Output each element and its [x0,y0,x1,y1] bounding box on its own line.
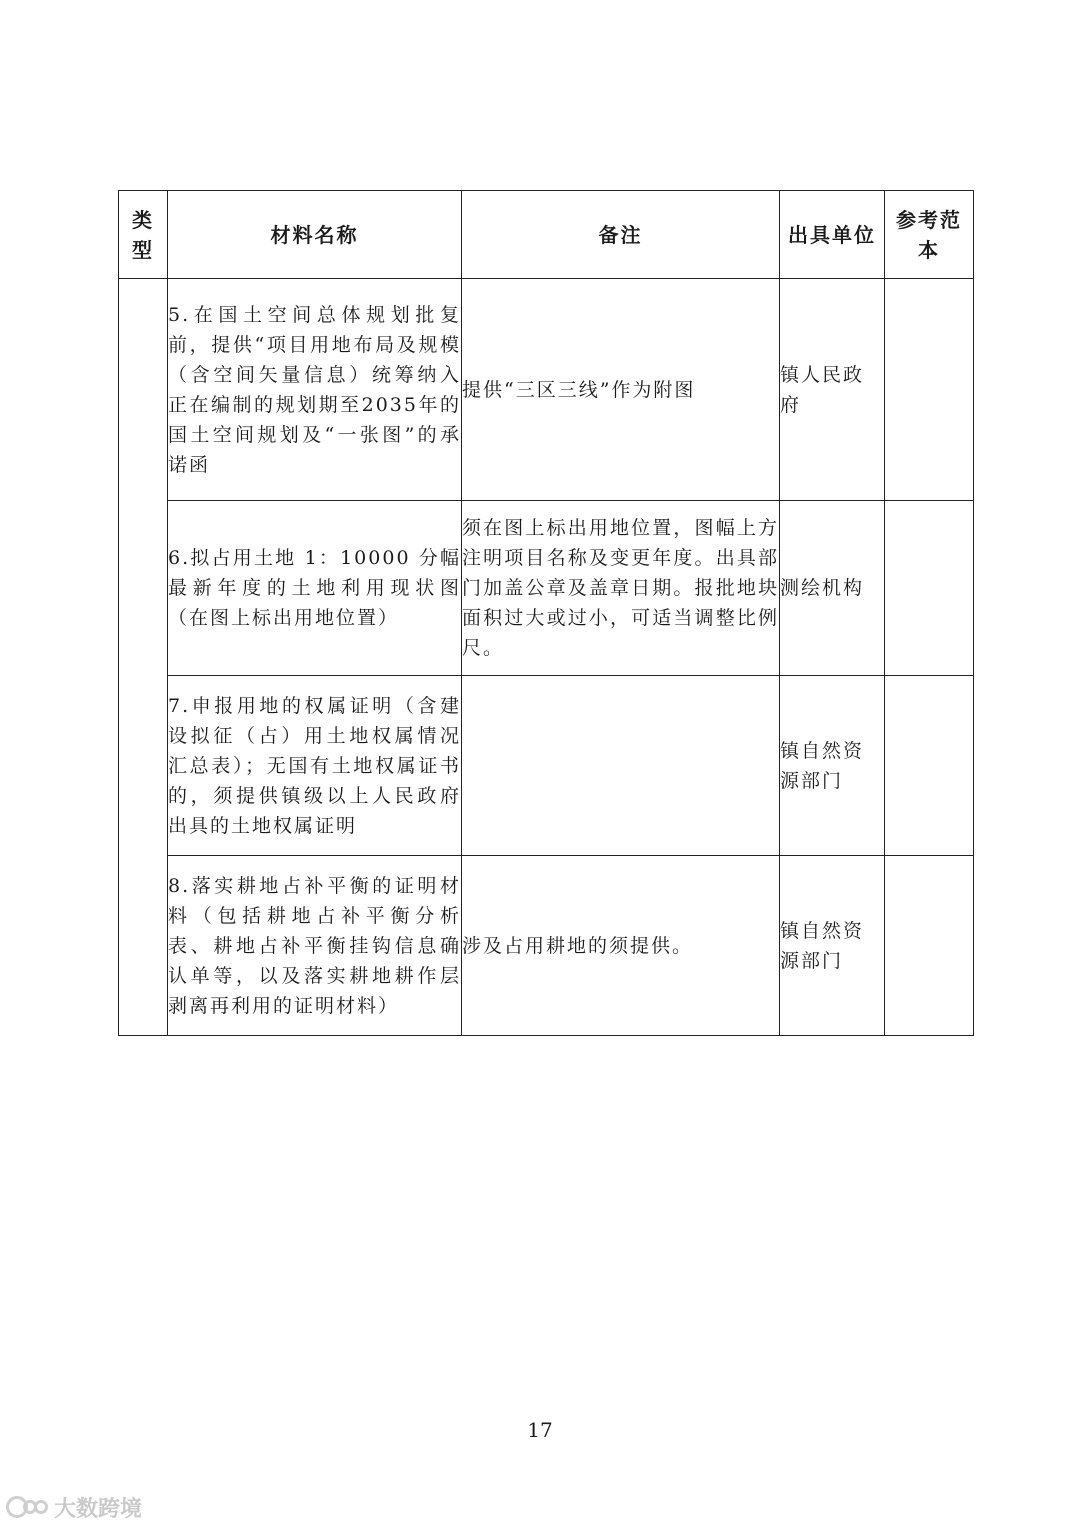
issuer-cell: 测绘机构 [780,501,885,676]
material-cell: 6.拟占用土地 1：10000 分幅最新年度的土地利用现状图（在图上标出用地位置） [168,501,462,676]
header-template: 参考范 本 [885,191,974,279]
materials-table [118,190,974,1036]
template-cell [885,856,974,1036]
table-row [119,279,974,501]
table-row [119,501,974,676]
header-remark: 备注 [462,191,780,279]
issuer-cell: 镇自然资源部门 [780,676,885,856]
issuer-cell: 镇自然资源部门 [780,856,885,1036]
watermark [6,1490,142,1524]
material-cell: 5.在国土空间总体规划批复前，提供“项目用地布局及规模（含空间矢量信息）统筹纳入正在编制的规划期至2035年的国土空间规划及“一张图”的承诺函 [168,279,462,501]
header-type: 类 型 [119,191,168,279]
watermark-text: 大数跨境 [54,1496,143,1522]
template-cell [885,279,974,501]
table-row [119,676,974,856]
remark-cell: 涉及占用耕地的须提供。 [462,856,780,1036]
issuer-cell: 镇人民政府 [780,279,885,501]
header-material: 材料名称 [168,191,462,279]
table-row [119,856,974,1036]
material-cell: 8.落实耕地占补平衡的证明材料（包括耕地占补平衡分析表、耕地占补平衡挂钩信息确认单等，以及落实耕地耕作层剥离再利用的证明材料） [168,856,462,1036]
template-cell [885,676,974,856]
template-cell [885,501,974,676]
page-number: 17 [527,1418,553,1442]
type-cell [119,279,168,1036]
material-cell: 7.申报用地的权属证明（含建设拟征（占）用土地权属情况汇总表）；无国有土地权属证书的，须提供镇级以上人民政府出具的土地权属证明 [168,676,462,856]
header-issuer: 出具单位 [780,191,885,279]
remark-cell: 提供“三区三线”作为附图 [462,279,780,501]
remark-cell: 须在图上标出用地位置，图幅上方注明项目名称及变更年度。出具部门加盖公章及盖章日期。报批地块面积过大或过小，可适当调整比例尺。 [462,501,780,676]
table-header-row [119,191,974,279]
logo-icon [6,1494,50,1520]
remark-cell [462,676,780,856]
